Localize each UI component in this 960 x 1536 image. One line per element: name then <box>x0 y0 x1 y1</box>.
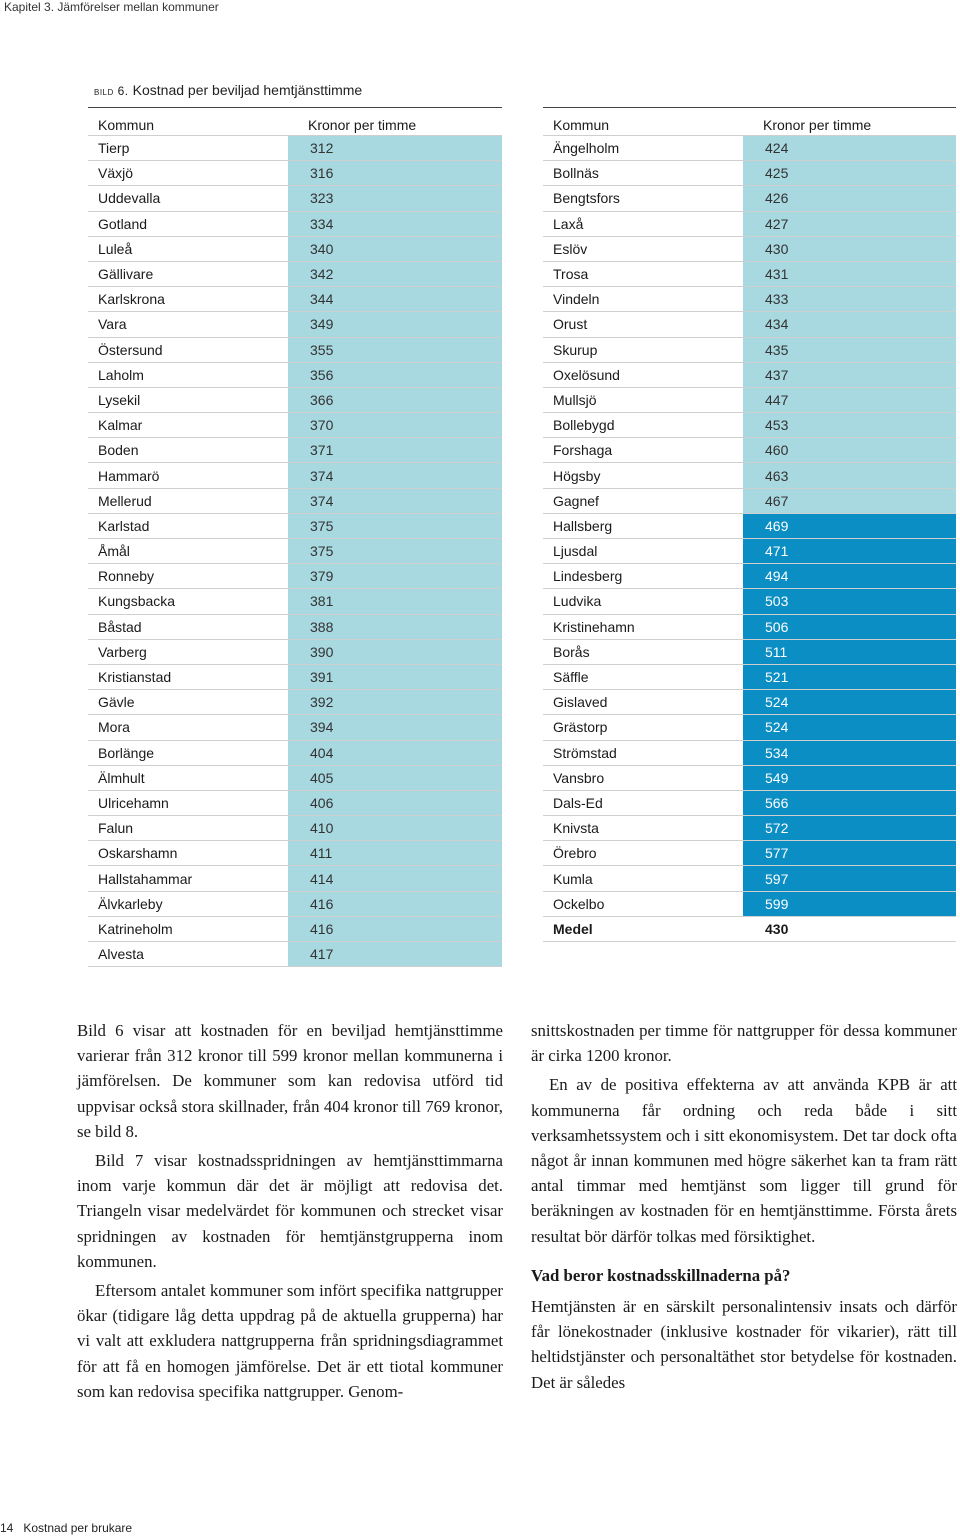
table-row <box>88 463 502 488</box>
kommun-name: Gällivare <box>98 266 154 283</box>
kronor-value: 374 <box>288 489 502 513</box>
kommun-name: Trosa <box>553 266 589 283</box>
kronor-value: 447 <box>743 388 956 412</box>
table-row <box>543 489 956 514</box>
table-row <box>543 917 956 942</box>
table-row <box>543 136 956 161</box>
kronor-value: 503 <box>743 589 956 613</box>
table-row <box>543 816 956 841</box>
kommun-name: Gävle <box>98 694 135 711</box>
table-row <box>543 237 956 262</box>
table-row <box>543 463 956 488</box>
table-row <box>543 363 956 388</box>
table-row <box>543 589 956 614</box>
paragraph: snittskostnaden per timme för nattgrupper för dessa kommuner är cirka 1200 kronor. <box>531 1021 957 1066</box>
kommun-name: Lysekil <box>98 391 141 408</box>
table-header-row <box>88 108 502 136</box>
table-row <box>543 841 956 866</box>
table-row <box>543 338 956 363</box>
kommun-name: Bengtsfors <box>553 190 620 207</box>
kronor-value: 355 <box>288 338 502 362</box>
page-footer <box>0 1521 132 1535</box>
table-row <box>543 186 956 211</box>
kronor-value: 431 <box>743 262 956 286</box>
kronor-value: 435 <box>743 338 956 362</box>
table-row <box>543 514 956 539</box>
kronor-value: 426 <box>743 186 956 210</box>
table-row <box>88 766 502 791</box>
column-header-kronor: Kronor per timme <box>763 116 872 133</box>
kronor-value: 411 <box>288 841 502 865</box>
table-row <box>88 287 502 312</box>
figure-title: Kostnad per beviljad hemtjänsttimme <box>132 82 363 98</box>
table-row <box>88 136 502 161</box>
kronor-value: 577 <box>743 841 956 865</box>
kommun-name: Älmhult <box>98 769 145 786</box>
kronor-value: 334 <box>288 212 502 236</box>
kommun-name: Mora <box>98 719 130 736</box>
kommun-name: Uddevalla <box>98 190 161 207</box>
kommun-name: Hallsberg <box>553 517 613 534</box>
kronor-value: 414 <box>288 866 502 890</box>
kronor-value: 471 <box>743 539 956 563</box>
table-row <box>88 514 502 539</box>
kommun-name: Strömstad <box>553 744 617 761</box>
kommun-name: Ludvika <box>553 593 602 610</box>
kronor-value: 323 <box>288 186 502 210</box>
kommun-name: Gislaved <box>553 694 608 711</box>
kommun-name: Hammarö <box>98 467 160 484</box>
kronor-value: 566 <box>743 791 956 815</box>
kronor-value: 356 <box>288 363 502 387</box>
footer-title: Kostnad per brukare <box>23 1521 133 1535</box>
table-row <box>88 212 502 237</box>
kronor-value: 381 <box>288 589 502 613</box>
cost-table-right <box>543 107 956 942</box>
kronor-value: 524 <box>743 690 956 714</box>
table-row <box>543 413 956 438</box>
kommun-name: Oxelösund <box>553 366 620 383</box>
kronor-value: 521 <box>743 665 956 689</box>
column-header-kommun: Kommun <box>553 116 610 133</box>
kommun-name: Vara <box>98 316 127 333</box>
kommun-name: Medel <box>553 920 593 937</box>
kommun-name: Ljusdal <box>553 543 598 560</box>
kommun-name: Älvkarleby <box>98 895 163 912</box>
kommun-name: Grästorp <box>553 719 608 736</box>
table-row <box>543 665 956 690</box>
kronor-value: 463 <box>743 463 956 487</box>
table-row <box>88 715 502 740</box>
kronor-value: 366 <box>288 388 502 412</box>
kronor-value: 597 <box>743 866 956 890</box>
kommun-name: Eslöv <box>553 240 588 257</box>
table-body-right <box>543 136 956 942</box>
paragraph: Eftersom antalet kommuner som infört specifika nattgrupper ökar (tidigare låg detta uppdrag på de aktuella grupperna) har vi valt att exkludera nattgrupperna från spridningsdiagrammet för att få en homogen jämförelse. Det är ett tiotal kommuner som kan redovisa specifika nattgrupper. Genom- <box>77 1281 503 1401</box>
page-number: 14 <box>0 1521 14 1535</box>
table-row <box>88 539 502 564</box>
kronor-value: 460 <box>743 438 956 462</box>
table-row <box>88 186 502 211</box>
section-heading: Vad beror kostnadsskillnaderna på? <box>531 1265 791 1285</box>
kronor-value: 453 <box>743 413 956 437</box>
paragraph: Bild 6 visar att kostnaden för en beviljad hemtjänsttimme varierar från 312 kronor till 599 kronor mellan kommunerna i jämförelsen. De kommuner som kan redovisa utförd tid uppvisar också stora skillnader, från 404 kronor till 769 kronor, se bild 8. <box>77 1021 503 1141</box>
table-row <box>543 161 956 186</box>
table-row <box>88 438 502 463</box>
table-row <box>88 791 502 816</box>
table-row <box>543 564 956 589</box>
table-row <box>88 237 502 262</box>
table-row <box>543 766 956 791</box>
kronor-value: 416 <box>288 917 502 941</box>
kronor-value: 344 <box>288 287 502 311</box>
table-row <box>88 363 502 388</box>
kommun-name: Kristianstad <box>98 669 172 686</box>
table-row <box>88 917 502 942</box>
kommun-name: Dals-Ed <box>553 794 603 811</box>
paragraph: Bild 7 visar kostnadsspridningen av hemtjänsttimmarna inom varje kommun där det är möjligt att redovisa det. Triangeln visar medelvärdet för kommunen och strecket visar spridningen av kostnaden för hemtjänstgrupperna inom kommunen. <box>77 1151 503 1271</box>
kronor-value: 506 <box>743 615 956 639</box>
kommun-name: Gagnef <box>553 492 599 509</box>
table-body-left <box>88 136 502 967</box>
table-row <box>88 615 502 640</box>
table-row <box>88 665 502 690</box>
kommun-name: Mullsjö <box>553 391 597 408</box>
kronor-value: 511 <box>743 640 956 664</box>
kommun-name: Kristinehamn <box>553 618 635 635</box>
kronor-value: 424 <box>743 136 956 160</box>
table-row <box>88 489 502 514</box>
figure-caption <box>94 82 362 98</box>
kommun-name: Örebro <box>553 845 597 862</box>
kronor-value: 340 <box>288 237 502 261</box>
cost-table-left <box>88 107 502 967</box>
kronor-value: 312 <box>288 136 502 160</box>
kommun-name: Tierp <box>98 140 130 157</box>
kommun-name: Knivsta <box>553 820 599 837</box>
column-header-kronor: Kronor per timme <box>308 116 417 133</box>
kommun-name: Säffle <box>553 669 589 686</box>
kommun-name: Båstad <box>98 618 142 635</box>
kommun-name: Kungsbacka <box>98 593 176 610</box>
table-row <box>88 161 502 186</box>
table-row <box>88 338 502 363</box>
kommun-name: Skurup <box>553 341 598 358</box>
table-row <box>543 866 956 891</box>
kommun-name: Gotland <box>98 215 148 232</box>
kronor-value: 410 <box>288 816 502 840</box>
kronor-value: 416 <box>288 892 502 916</box>
table-row <box>88 312 502 337</box>
kronor-value: 599 <box>743 892 956 916</box>
table-row <box>88 841 502 866</box>
kronor-value: 405 <box>288 766 502 790</box>
table-row <box>543 312 956 337</box>
kronor-value: 437 <box>743 363 956 387</box>
kommun-name: Kalmar <box>98 417 143 434</box>
body-column-left <box>77 1018 503 1408</box>
table-row <box>543 715 956 740</box>
kronor-value: 467 <box>743 489 956 513</box>
kronor-value: 375 <box>288 514 502 538</box>
kommun-name: Borlänge <box>98 744 155 761</box>
table-row <box>88 942 502 967</box>
kommun-name: Hallstahammar <box>98 870 193 887</box>
table-row <box>88 866 502 891</box>
kronor-value: 404 <box>288 741 502 765</box>
kommun-name: Kumla <box>553 870 593 887</box>
table-row <box>88 564 502 589</box>
kommun-name: Oskarshamn <box>98 845 178 862</box>
body-column-right <box>531 1018 957 1399</box>
kommun-name: Varberg <box>98 643 147 660</box>
kommun-name: Katrineholm <box>98 920 173 937</box>
table-row <box>88 816 502 841</box>
table-row <box>543 892 956 917</box>
table-row <box>88 589 502 614</box>
table-row <box>543 640 956 665</box>
kronor-value: 394 <box>288 715 502 739</box>
kronor-value: 434 <box>743 312 956 336</box>
kronor-value: 572 <box>743 816 956 840</box>
kronor-value: 391 <box>288 665 502 689</box>
kronor-value: 534 <box>743 741 956 765</box>
kronor-value: 371 <box>288 438 502 462</box>
kommun-name: Mellerud <box>98 492 152 509</box>
kommun-name: Östersund <box>98 341 163 358</box>
kronor-value: 430 <box>743 917 956 941</box>
table-row <box>543 262 956 287</box>
kommun-name: Lindesberg <box>553 568 623 585</box>
table-row <box>88 640 502 665</box>
kronor-value: 494 <box>743 564 956 588</box>
kommun-name: Ängelholm <box>553 140 620 157</box>
kronor-value: 524 <box>743 715 956 739</box>
kronor-value: 375 <box>288 539 502 563</box>
kommun-name: Vansbro <box>553 769 605 786</box>
kronor-value: 390 <box>288 640 502 664</box>
kommun-name: Högsby <box>553 467 601 484</box>
table-row <box>543 388 956 413</box>
kronor-value: 425 <box>743 161 956 185</box>
kronor-value: 374 <box>288 463 502 487</box>
table-row <box>543 539 956 564</box>
kommun-name: Karlskrona <box>98 291 165 308</box>
table-row <box>543 438 956 463</box>
kommun-name: Bollnäs <box>553 165 599 182</box>
kronor-value: 392 <box>288 690 502 714</box>
kommun-name: Ockelbo <box>553 895 605 912</box>
kronor-value: 349 <box>288 312 502 336</box>
kronor-value: 370 <box>288 413 502 437</box>
kommun-name: Orust <box>553 316 588 333</box>
paragraph: Hemtjänsten är en särskilt personalintensiv insats och därför får lönekostnader (inklusive kostnader för vikarier), rätt till heltidstjänster och personaltäthet stor betydelse för kostnaden. Det är således <box>531 1297 957 1392</box>
kommun-name: Falun <box>98 820 134 837</box>
kronor-value: 469 <box>743 514 956 538</box>
kommun-name: Laxå <box>553 215 584 232</box>
table-row <box>543 690 956 715</box>
kronor-value: 430 <box>743 237 956 261</box>
column-header-kommun: Kommun <box>98 116 155 133</box>
kommun-name: Laholm <box>98 366 144 383</box>
table-row <box>88 690 502 715</box>
kommun-name: Alvesta <box>98 946 144 963</box>
kronor-value: 406 <box>288 791 502 815</box>
table-row <box>88 741 502 766</box>
kommun-name: Forshaga <box>553 442 613 459</box>
kommun-name: Ulricehamn <box>98 794 169 811</box>
kommun-name: Borås <box>553 643 590 660</box>
table-row <box>88 892 502 917</box>
table-row <box>543 212 956 237</box>
kommun-name: Bollebygd <box>553 417 615 434</box>
table-row <box>543 791 956 816</box>
table-row <box>543 741 956 766</box>
kronor-value: 433 <box>743 287 956 311</box>
kronor-value: 388 <box>288 615 502 639</box>
kommun-name: Ronneby <box>98 568 155 585</box>
table-row <box>88 388 502 413</box>
kommun-name: Åmål <box>98 543 130 560</box>
kronor-value: 379 <box>288 564 502 588</box>
table-row <box>88 413 502 438</box>
paragraph: En av de positiva effekterna av att använda KPB är att kommunerna får ordning och reda både i sitt verksamhetssystem och i sitt ekonomisystem. Det tar dock ofta något år innan kommunen med högre säkerhet kan ta fram rätt antal timmar med hemtjänst som ligger till grund för beräkningen av kostnaden för en hemtjänsttimme. Första årets resultat bör därför tolkas med försiktighet. <box>531 1075 957 1246</box>
running-head: Kapitel 3. Jämförelser mellan kommuner <box>4 0 219 14</box>
figure-label: bild 6. <box>94 84 129 98</box>
kronor-value: 342 <box>288 262 502 286</box>
kronor-value: 316 <box>288 161 502 185</box>
kronor-value: 427 <box>743 212 956 236</box>
kommun-name: Luleå <box>98 240 133 257</box>
kommun-name: Karlstad <box>98 517 150 534</box>
table-row <box>88 262 502 287</box>
kommun-name: Boden <box>98 442 139 459</box>
table-header-row <box>543 108 956 136</box>
kommun-name: Vindeln <box>553 291 600 308</box>
table-row <box>543 287 956 312</box>
kronor-value: 417 <box>288 942 502 966</box>
kronor-value: 549 <box>743 766 956 790</box>
kommun-name: Växjö <box>98 165 134 182</box>
table-row <box>543 615 956 640</box>
